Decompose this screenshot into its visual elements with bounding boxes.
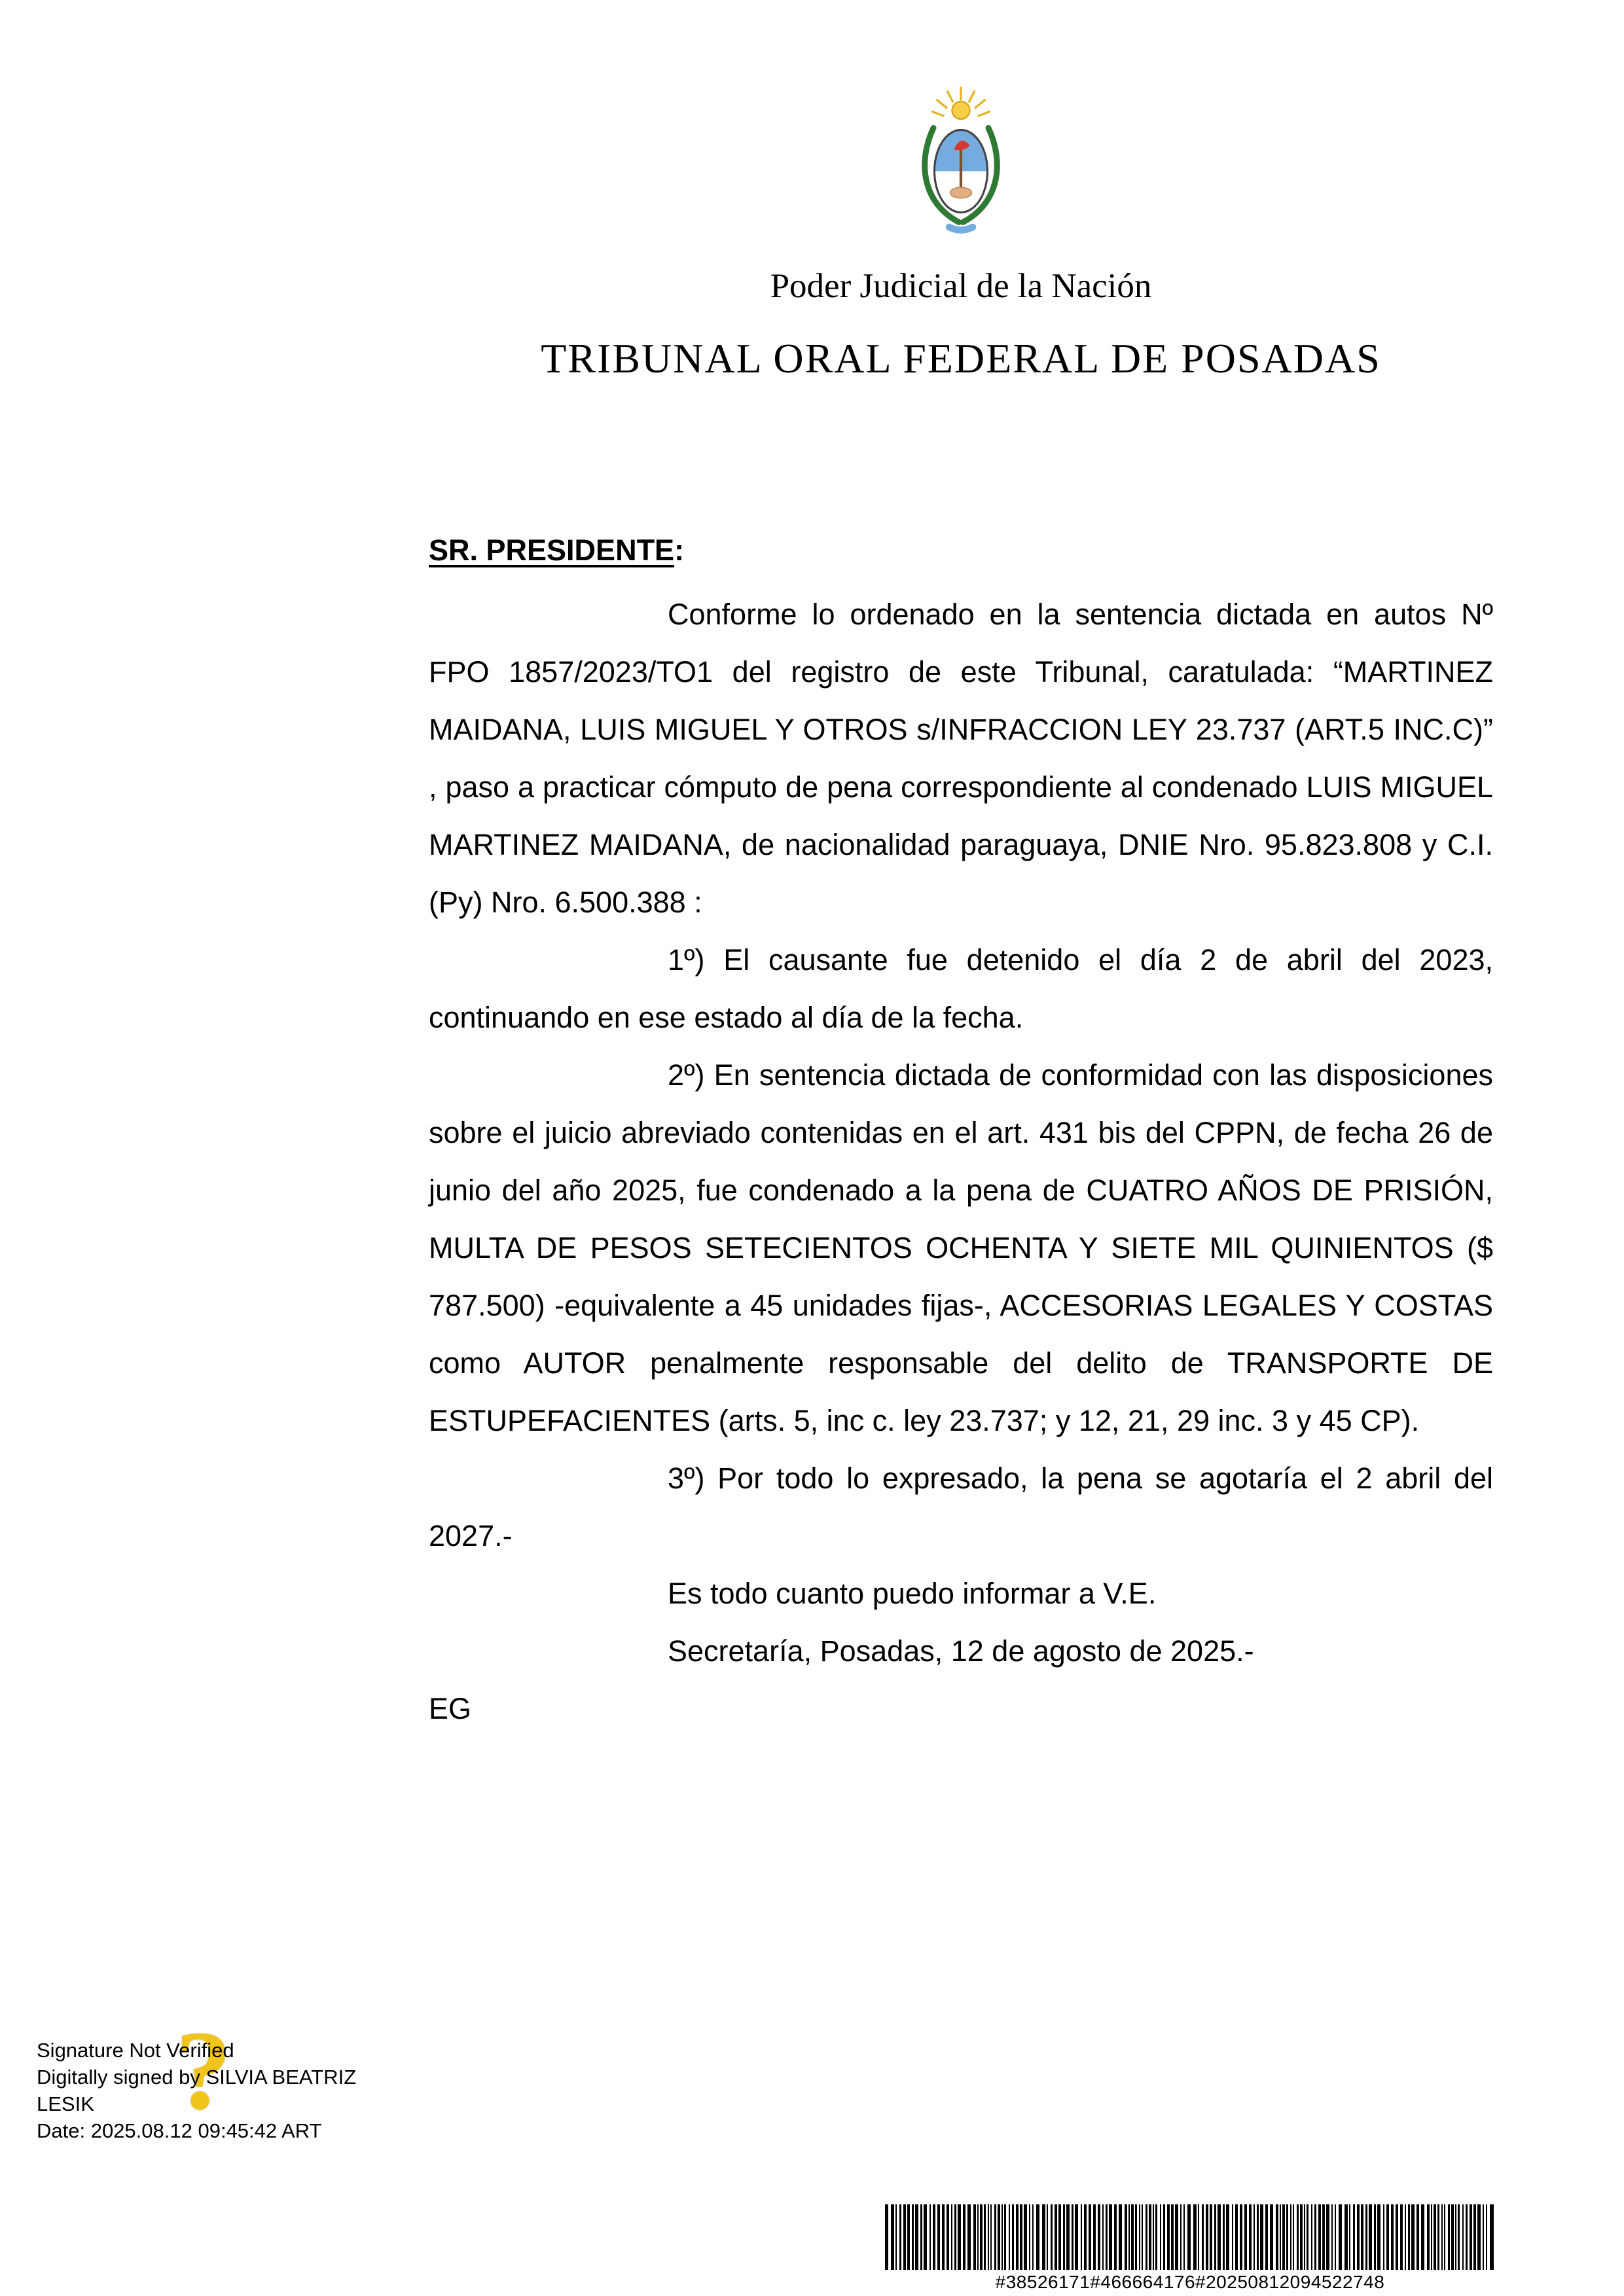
barcode-text: #38526171#466664176#20250812094522748: [995, 2272, 1385, 2292]
salutation-colon: :: [674, 533, 685, 567]
institution-title: Poder Judicial de la Nación: [770, 267, 1152, 305]
document-body: [429, 522, 1493, 1738]
salutation: [429, 522, 1493, 579]
signature-question-icon: ?: [175, 2009, 232, 2133]
court-title: TRIBUNAL ORAL FEDERAL DE POSADAS: [541, 335, 1381, 382]
document-header: [429, 0, 1493, 383]
paragraph: 2º) En sentencia dictada de conformidad con las disposiciones sobre el juicio abreviado contenidas en el art. 431 bis del CPPN, de fecha 26 de junio del año 2025, fue condenado a la pena de CUATRO AÑOS DE PRISIÓN, MULTA DE PESOS SETECIENTOS OCHENTA Y SIETE MIL QUINIENTOS ($ 787.500) -equivalente a 45 unidades fijas-, ACCESORIAS LEGALES Y COSTAS como AUTOR penalmente responsable del delito de TRANSPORTE DE ESTUPEFACIENTES (arts. 5, inc c. ley 23.737; y 12, 21, 29 inc. 3 y 45 CP).: [429, 1058, 1493, 1437]
paragraph: Es todo cuanto puedo informar a V.E.: [668, 1577, 1157, 1610]
paragraph: Conforme lo ordenado en la sentencia dictada en autos Nº FPO 1857/2023/TO1 del registro de este Tribunal, caratulada: “MARTINEZ MAIDANA, LUIS MIGUEL Y OTROS s/INFRACCION LEY 23.737 (ART.5 INC.C)” , paso a practicar cómputo de pena correspondiente al condenado LUIS MIGUEL MARTINEZ MAIDANA, de nacionalidad paraguaya, DNIE Nro. 95.823.808 y C.I. (Py) Nro. 6.500.388 :: [429, 598, 1493, 919]
document-content: [429, 0, 1493, 1738]
barcode-block: [885, 2204, 1495, 2293]
paragraph: 3º) Por todo lo expresado, la pena se agotaría el 2 abril del 2027.-: [429, 1462, 1493, 1552]
initials: EG: [429, 1692, 472, 1725]
signature-signer-line2: LESIK: [37, 2092, 94, 2115]
paragraph-list: [429, 586, 1493, 1680]
argentina-coat-of-arms-icon: [912, 82, 1010, 238]
signature-date: Date: 2025.08.12 09:45:42 ART: [37, 2119, 322, 2142]
paragraph: Secretaría, Posadas, 12 de agosto de 2025.-: [668, 1634, 1254, 1668]
signature-status: Signature Not Verified: [37, 2039, 234, 2062]
signature-signer-line1: Digitally signed by SILVIA BEATRIZ: [37, 2066, 357, 2089]
barcode-bars: [885, 2204, 1495, 2270]
salutation-text: SR. PRESIDENTE: [429, 533, 675, 567]
digital-signature-block: [37, 2009, 357, 2144]
paragraph: 1º) El causante fue detenido el día 2 de abril del 2023, continuando en ese estado al día de la fecha.: [429, 943, 1493, 1034]
